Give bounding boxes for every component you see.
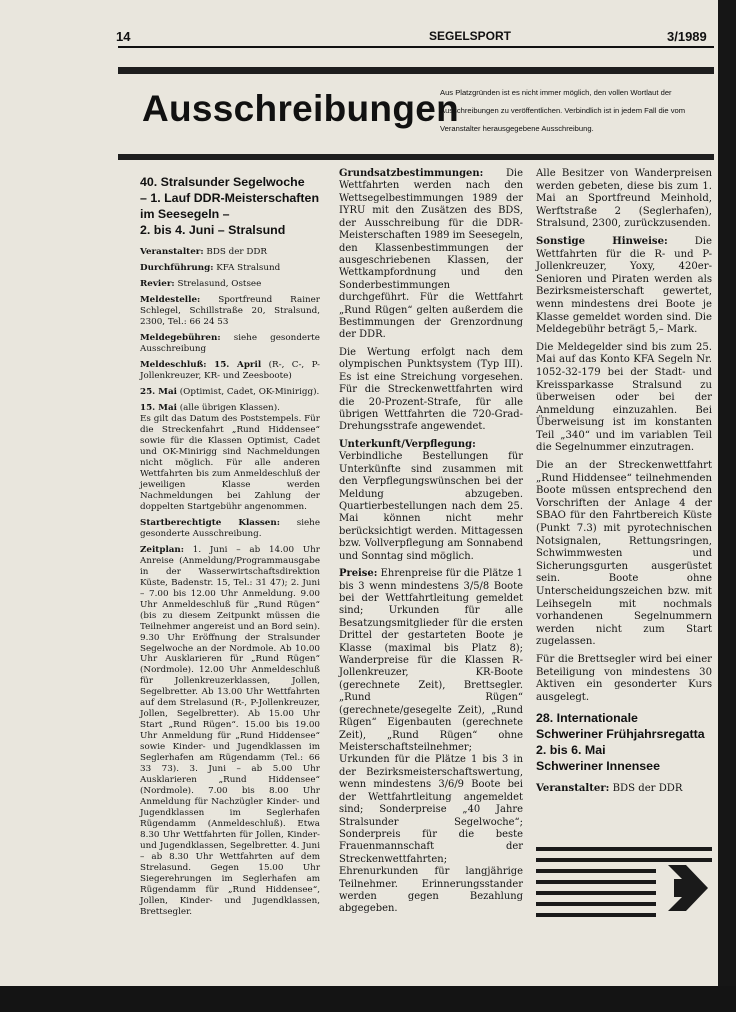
event2-heading-line: Schweriner Frühjahrsregatta — [536, 727, 705, 742]
arrow-logo-icon — [664, 861, 712, 915]
stripe — [536, 847, 712, 851]
notice-text: Aus Platzgründen ist es nicht immer möglich, den vollen Wortlaut der Ausschreibungen zu veröffentlichen. Verbindlich ist in jedem Fall die vom Veranstalter herausgegebene Ausschreibung. — [440, 88, 686, 133]
header-rule — [118, 46, 714, 48]
stripe — [536, 880, 656, 884]
stripe — [536, 891, 656, 895]
meldeschluss-others: 15. Mai (alle übrigen Klassen). — [140, 402, 280, 413]
page-number: 14 — [116, 29, 131, 44]
column-3 — [536, 168, 712, 801]
event-heading-line: 2. bis 4. Juni – Stralsund — [140, 223, 286, 237]
event-heading-line: im Seesegeln – — [140, 207, 230, 221]
binding-edge — [718, 0, 736, 1012]
stripe — [536, 902, 656, 906]
event2-veranstalter: Veranstalter: BDS der DDR — [536, 783, 683, 795]
meldeschluss: Meldeschluß: 15. April (R-, C-, P-Jollenkreuzer, KR- und Zeesboote) — [140, 359, 320, 381]
stripe — [536, 913, 656, 917]
decorative-stripes — [536, 847, 712, 927]
event-heading — [140, 174, 320, 238]
title-band-top — [118, 67, 714, 74]
unterkunft-verpflegung: Unterkunft/Verpflegung: Verbindliche Bestellungen für Unterkünfte sind zusammen mit den Verpflegungswünschen bei der Meldung abzugeben. Quartierbestellungen nach dem 25. Mai können nicht mehr berücksichtigt werden. Mittagessen bzw. Vollverpflegung am Sonnabend und Sonntag sind möglich. — [339, 438, 523, 562]
meldegelder: Die Meldegelder sind bis zum 25. Mai auf das Konto KFA Segeln Nr. 1052-32-179 bei der Stadt- und Kreissparkasse Stralsund zu überweisen oder bei der Anmeldung einzuzahlen. Bei Überweisung ist im konstanten Teil „340“ und im variablen Teil die Segelnummer einzutragen. — [536, 341, 712, 454]
durchfuehrung: Durchführung: KFA Stralsund — [140, 262, 281, 273]
event-heading-line: 40. Stralsunder Segelwoche — [140, 175, 305, 189]
revier: Revier: Strelasund, Ostsee — [140, 278, 262, 289]
sonstige-hinweise: Sonstige Hinweise: Die Wettfahrten für die R- und P-Jollenkreuzer, Yoxy, 420er-Senioren und Piraten werden als Bezirksmeisterschaft gewertet, wenn mindestens drei Boote je Klasse gemeldet worden sind. Die Meldegebühr beträgt 5,– Mark. — [536, 235, 712, 336]
event2-heading-line: 28. Internationale — [536, 711, 638, 726]
column-2 — [339, 168, 523, 921]
event2-heading — [536, 710, 712, 774]
startberechtigte-klassen: Startberechtigte Klassen: siehe gesonderte Ausschreibung. — [140, 517, 320, 539]
magazine-name: SEGELSPORT — [428, 29, 511, 43]
event2-heading-line: 2. bis 6. Mai — [536, 743, 606, 758]
meldestelle: Meldestelle: Sportfreund Rainer Schlegel, Schillstraße 20, Stralsund, 2300, Tel.: 66 24 53 — [140, 294, 320, 327]
zeitplan: Zeitplan: 1. Juni – ab 14.00 Uhr Anreise (Anmeldung/Programmausgabe in der Wasserwirtschaftsdirektion Küste, Badenstr. 15, Tel.: 31 47); 2. Juni – 7.00 bis 12.00 Uhr Anmeldung. 9.00 Uhr Anmeldeschluß für „Rund Rügen“ (bis zu diesem Zeitpunkt müssen die Teilnehmer angereist und an Bord sein). 9.30 Uhr Eröffnung der Stralsunder Segelwoche an der Nordmole. Ab 10.00 Uhr Ausklarieren für „Rund Rügen“ (Nordmole). 12.00 Uhr Anmeldeschluß für Jollenkreuzerklassen, Jollen, Segelbretter. Ab 13.00 Uhr Wettfahrten auf dem Strelasund (R-, P-Jollenkreuzer, Jollen, Segelbretter). Ab 15.00 Uhr Start „Rund Rügen“. 15.00 bis 19.00 Uhr Anmeldung für „Rund Hiddensee“ sowie Kinder- und Jugendklassen im Seglerhafen am Rügendamm (Tel.: 66 33 73). 3. Juni – ab 5.00 Uhr Ausklarieren „Rund Hiddensee“ (Nordmole). 7.00 bis 8.00 Uhr Anmeldung für Nachzügler Kinder- und Jugendklassen im Seglerhafen Rügendamm (Anmeldeschluß). Etwa 8.30 Uhr Wettfahrten für Jollen, Kinder- und Jugendklassen, Segelbretter. 4. Juni – ab 8.30 Uhr Wettfahrten auf dem Strelasund. Gegen 15.00 Uhr Siegerehrungen im Seglerhafen am Rügendamm für „Rund Hiddensee“, Jollen, Kinder- und Jugendklassen, Brettsegler. — [140, 544, 320, 918]
meldeschluss-note: Es gilt das Datum des Poststempels. Für die Streckenfahrt „Rund Hiddensee“ sowie für die Klassen Optimist, Cadet und OK-Minirigg sind Nachmeldungen nicht möglich. Für alle anderen Wettfahrten bis zum Anmeldeschluß der jeweiligen Klasse werden Nachmeldungen bei Zahlung der doppelten Startgebühr angenommen. — [140, 413, 320, 512]
column-1 — [140, 168, 320, 923]
veranstalter: Veranstalter: BDS der DDR — [140, 247, 267, 257]
stripe — [536, 869, 656, 873]
meldeschluss-optimist: 25. Mai (Optimist, Cadet, OK-Minirigg). — [140, 386, 320, 397]
wertung: Die Wertung erfolgt nach dem olympischen Punktsystem (Typ III). Es ist eine Streichung vorgesehen. Für die Streckenwettfahrten wird die 20-Prozent-Strafe, für alle übrigen Wettfahrten die 720-Grad-Drehungsstrafe angewendet. — [339, 346, 523, 433]
preise: Preise: Ehrenpreise für die Plätze 1 bis 3 wenn mindestens 3/5/8 Boote bei der Wettfahrtleitung gemeldet sind; Urkunden für alle Besatzungsmitglieder für die ersten Drittel der gestarteten Boote je Klasse (maximal bis Platz 8); Wanderpreise für die Klassen R-Jollenkreuzer, KR-Boote (gerechnete Zeit), Brettsegler. „Rund Rügen“ (gerechnete/gesegelte Zeit), „Rund Rügen“ Eigenbauten (gerechnete Zeit), „Rund Rügen“ ohne Meisterschaftsteilnehmer; Urkunden für die Plätze 1 bis 3 in der Bezirksmeisterschaftswertung, wenn mindestens 3/6/9 Boote bei der Wettfahrtleitung angemeldet sind; Sonderpreise „40 Jahre Stralsunder Segelwoche“; Sonderpreis für die beste Frauenmannschaft der Streckenwettfahrten; Ehrenurkunden für langjährige Teilnehmer. Erinnerungsstander werden gegen Bezahlung abgegeben. — [339, 568, 523, 915]
event-heading-line: – 1. Lauf DDR-Meisterschaften — [140, 191, 320, 205]
scan-border — [0, 986, 736, 1012]
meldegebuehren: Meldegebühren: siehe gesonderte Ausschreibung — [140, 332, 320, 354]
hiddensee-hinweis: Die an der Streckenwettfahrt „Rund Hiddensee“ teilnehmenden Boote müssen entsprechend den Vorschriften der Anlage 4 der SBAO für den Fahrtbereich Küste (Punkt 7.3) mit pyrotechnischen Notsignalen, Rettungsringen, Schwimmwesten und Sicherungsgurten ausgerüstet sein. Boote ohne Unterscheidungszeichen bzw. mit Leihsegeln mit nochmals vorhandenen Segelnummern werden nicht zum Start zugelassen. — [536, 460, 712, 648]
section-title: Ausschreibungen — [142, 88, 459, 129]
grundsatzbestimmungen: Grundsatzbestimmungen: Die Wettfahrten werden nach den Wettsegelbestimmungen 1989 der IYRU mit den Zusätzen des BDS, der Ausschreibung für die DDR-Meisterschaften 1989 im Seesegeln, den Klassenbestimmungen der ausgeschriebenen Klassen, der Wettkampfordnung und den Sonderbestimmungen durchgeführt. Für die Wettfahrt „Rund Rügen“ gelten außerdem die Bestimmungen der Grenzordnung der DDR. — [339, 168, 523, 341]
title-band-bottom — [118, 154, 714, 160]
issue-number: 3/1989 — [667, 29, 707, 44]
brettsegler-hinweis: Für die Brettsegler wird bei einer Beteiligung von mindestens 30 Aktiven ein gesonderter Kurs ausgelegt. — [536, 653, 712, 703]
event2-heading-line: Schweriner Innensee — [536, 759, 660, 774]
wanderpreise: Alle Besitzer von Wanderpreisen werden gebeten, diese bis zum 1. Mai an Sportfreund Meinhold, Werftstraße 2 (Seglerhafen), Stralsund, 2300, zurückzusenden. — [536, 168, 712, 230]
